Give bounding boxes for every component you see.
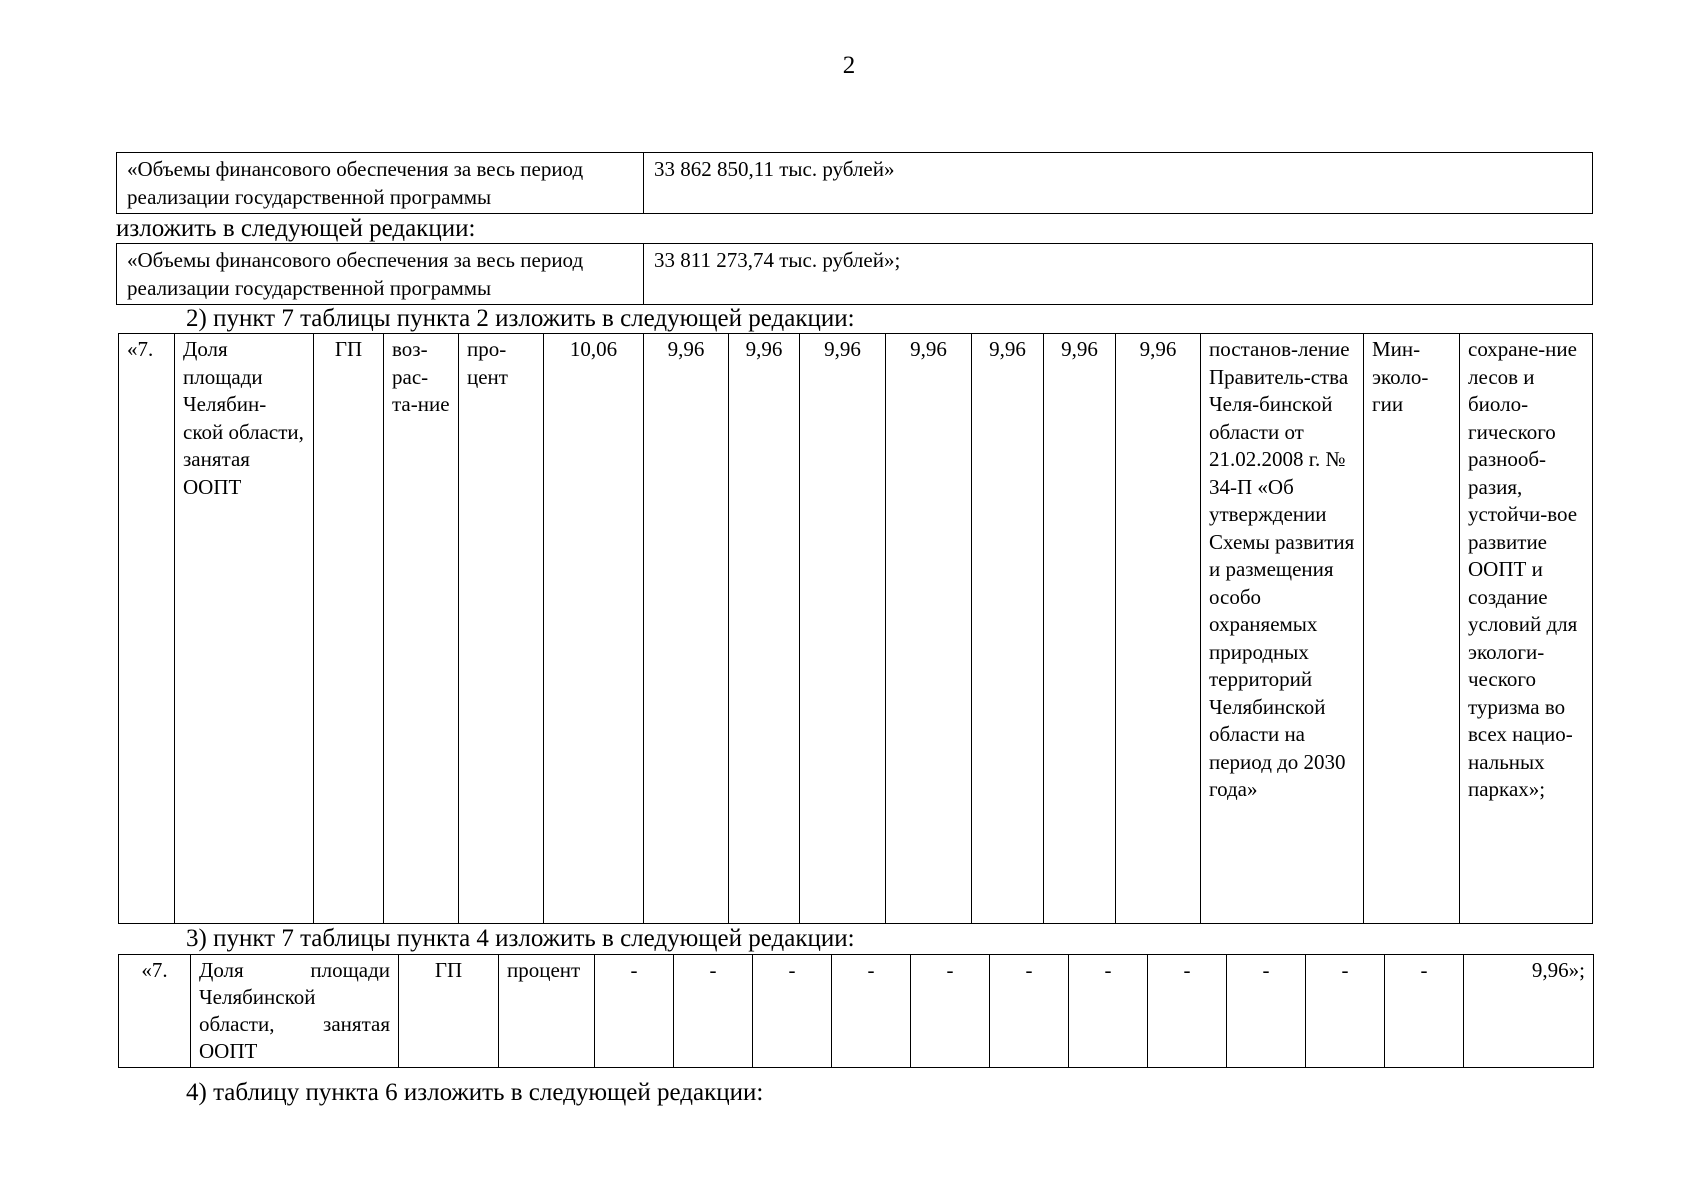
cell-value: - [595,955,674,1068]
cell-value: 9,96 [972,334,1044,924]
cell-value: 9,96 [644,334,729,924]
cell-name: Доля площади Челябин-ской области, занятая ООПТ [175,334,314,924]
table-financing-old [116,152,1593,214]
cell-value: 9,96 [1116,334,1201,924]
instruction-1: изложить в следующей редакции: [116,215,476,242]
cell-value: - [832,955,911,1068]
cell-final-value: 9,96»; [1464,955,1594,1068]
cell-value: 9,96 [1044,334,1116,924]
cell-value: 10,06 [544,334,644,924]
table-indicator-7-section-4 [118,954,1594,1068]
cell-value: - [753,955,832,1068]
cell-value: - [1227,955,1306,1068]
cell-name: Доля площади Челябинской области, занятая ООПТ [191,955,399,1068]
table-row [119,955,1594,1068]
financing-value: 33 862 850,11 тыс. рублей» [644,153,1593,214]
cell-value: - [1306,955,1385,1068]
cell-value: 9,96 [729,334,800,924]
table-row [117,153,1593,214]
cell-value: - [1069,955,1148,1068]
cell-value: - [990,955,1069,1068]
cell-direction: воз-рас-та-ние [384,334,459,924]
table-financing-new [116,243,1593,305]
cell-num: «7. [119,955,191,1068]
cell-goal: сохране-ние лесов и биоло-гического разнооб-разия, устойчи-вое развитие ООПТ и создание условий для экологи-ческого туризма во всех нацио-нальных парках»; [1460,334,1593,924]
instruction-4: 4) таблицу пункта 6 изложить в следующей редакции: [186,1079,764,1106]
table-row [117,244,1593,305]
cell-type: ГП [314,334,384,924]
cell-value: - [674,955,753,1068]
cell-value: - [911,955,990,1068]
instruction-2: 2) пункт 7 таблицы пункта 2 изложить в следующей редакции: [186,305,855,332]
cell-value: 9,96 [886,334,972,924]
financing-value: 33 811 273,74 тыс. рублей»; [644,244,1593,305]
cell-value: - [1148,955,1227,1068]
cell-unit: процент [499,955,595,1068]
cell-document: постанов-ление Правитель-ства Челя-бинской области от 21.02.2008 г. № 34-П «Об утверждении Схемы развития и размещения особо охраняемых природных территорий Челябинской области на период до 2030 года» [1201,334,1364,924]
financing-label: «Объемы финансового обеспечения за весь период реализации государственной программы [117,153,644,214]
cell-type: ГП [399,955,499,1068]
cell-num: «7. [119,334,175,924]
cell-unit: про-цент [459,334,544,924]
page-number: 2 [842,52,856,79]
financing-label: «Объемы финансового обеспечения за весь период реализации государственной программы [117,244,644,305]
cell-value: 9,96 [800,334,886,924]
instruction-3: 3) пункт 7 таблицы пункта 4 изложить в следующей редакции: [186,925,855,952]
table-row [119,334,1593,924]
cell-responsible: Мин-эколо-гии [1364,334,1460,924]
table-indicator-7-section-2 [118,333,1593,924]
cell-value: - [1385,955,1464,1068]
